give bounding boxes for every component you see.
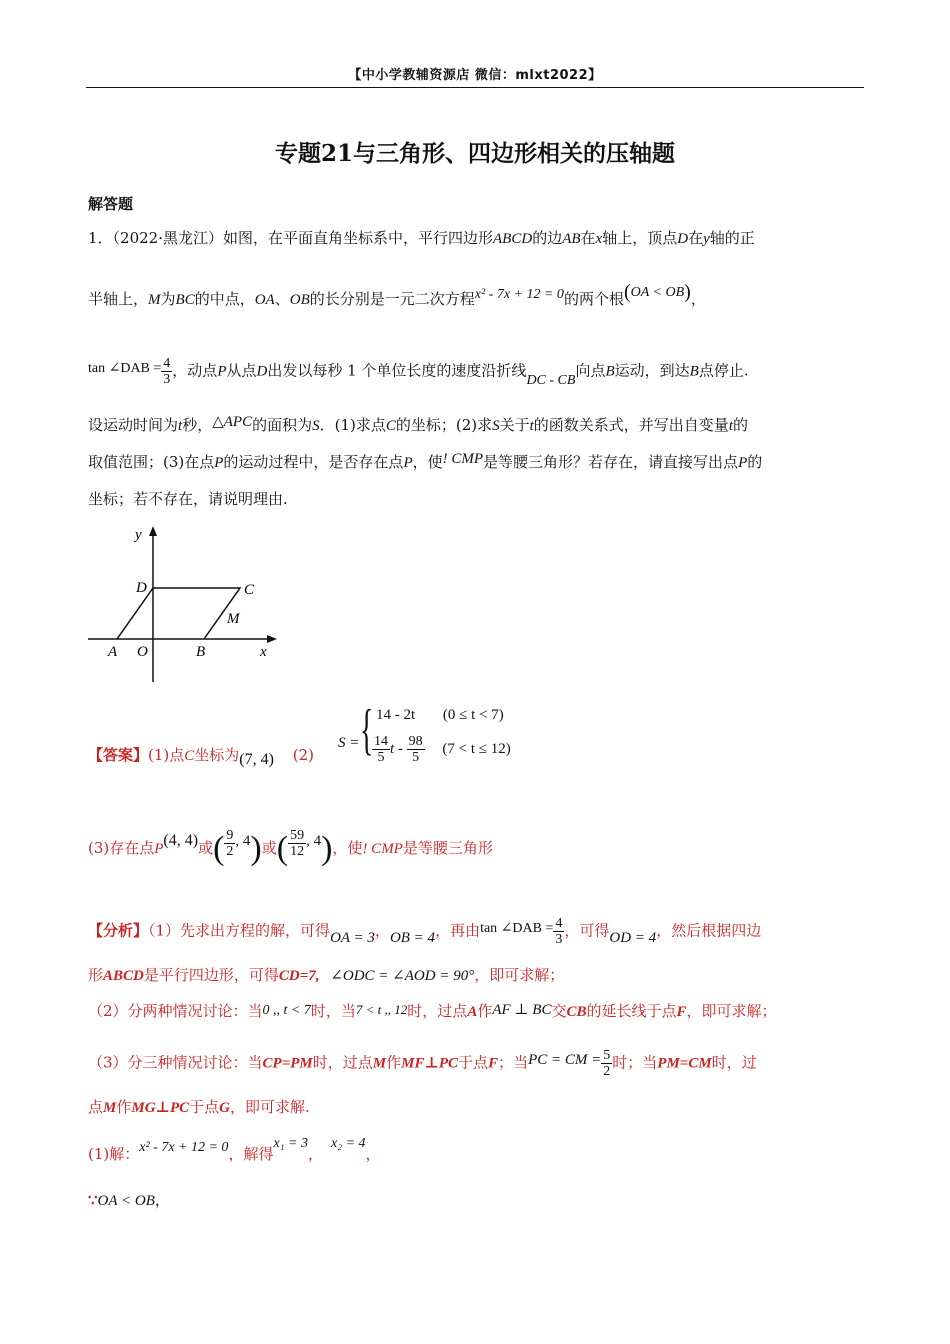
- math-p: P: [217, 363, 227, 380]
- text: （1）先求出方程的解，可得: [148, 921, 331, 940]
- text: 设运动时间为: [88, 416, 179, 434]
- math-root-1: x₁ = 3: [273, 1136, 308, 1151]
- text: 取值范围；(3)在点: [88, 453, 215, 471]
- fraction-denominator: 3: [163, 372, 171, 387]
- text: ，可得: [564, 921, 610, 940]
- analysis-line-4: [88, 1048, 757, 1079]
- fraction-numerator: 4: [555, 916, 563, 931]
- math-m: M: [148, 292, 161, 308]
- label-o: O: [137, 644, 148, 660]
- problem-line-3: [88, 356, 749, 387]
- math-y-value: , 4: [235, 833, 251, 849]
- text: ，: [307, 1145, 323, 1163]
- text: 于点: [189, 1098, 220, 1116]
- text: 或: [261, 839, 277, 857]
- piecewise-case-2: [372, 734, 511, 765]
- math-y-value: , 4: [306, 833, 322, 849]
- label-x: x: [260, 644, 267, 660]
- math-ob: OB: [289, 292, 310, 308]
- math-inequality: OA < OB: [97, 1193, 155, 1209]
- text: 时，过: [711, 1053, 757, 1072]
- y-axis-arrow: [149, 526, 157, 536]
- text: 的边: [532, 229, 563, 247]
- text: 的坐标；(2)求: [395, 416, 493, 434]
- text: 时，过点: [407, 1002, 468, 1020]
- math-quadratic: x² - 7x + 12 = 0: [474, 287, 564, 302]
- text: 是等腰三角形？若存在，请直接写出点: [483, 453, 739, 471]
- text: 点: [88, 1098, 104, 1116]
- math-abcd: ABCD: [493, 231, 533, 247]
- text: 时，过点: [312, 1053, 373, 1072]
- math-quadratic: x² - 7x + 12 = 0: [139, 1140, 229, 1155]
- math-ab: AB: [562, 231, 581, 247]
- text: 作: [477, 1002, 493, 1020]
- paren: (: [623, 281, 631, 303]
- text: ，使: [332, 839, 363, 857]
- math-point-1: (4, 4): [163, 832, 199, 849]
- math-ob: OB = 4: [389, 929, 436, 946]
- piecewise-label: [338, 732, 359, 752]
- math-pc-cm: PC = CM =: [528, 1051, 602, 1068]
- math-a: A: [467, 1004, 478, 1020]
- text: ，即可求解.: [229, 1098, 310, 1116]
- fraction-denominator: 12: [290, 843, 305, 859]
- solution-line-2: [88, 1190, 170, 1211]
- text: 秒，: [182, 416, 213, 434]
- math-root-2: x₂ = 4: [331, 1136, 366, 1151]
- text: 于点: [458, 1053, 489, 1072]
- text: ．(1)求点: [319, 416, 386, 434]
- fraction: [553, 916, 564, 947]
- math-bc: BC: [175, 292, 195, 308]
- text: （2）分两种情况讨论：当: [88, 1002, 263, 1020]
- fraction: [288, 828, 306, 859]
- text: 如图，在平面直角坐标系中，平行四边形: [223, 229, 494, 247]
- math-p: P: [403, 455, 413, 471]
- section-label: 解答题: [88, 195, 134, 213]
- text: 的延长线于点: [586, 1002, 677, 1020]
- fraction-denominator: 2: [603, 1064, 611, 1079]
- text: (1)点: [148, 746, 185, 764]
- math-case-2-mid: t -: [390, 741, 403, 757]
- problem-line-4: [88, 415, 748, 436]
- math-point-3: [276, 827, 333, 867]
- math-tan: tan ∠DAB =: [480, 920, 554, 936]
- answer-tag: 【答案】: [88, 746, 149, 764]
- fraction-numerator: 5: [603, 1048, 611, 1063]
- math-oa: OA = 3: [330, 929, 375, 946]
- paren: ): [250, 830, 262, 867]
- math-cb: CB: [566, 1004, 587, 1020]
- text: ；当: [498, 1053, 529, 1072]
- text: 出发以每秒 1 个单位长度的速度沿折线: [267, 361, 527, 380]
- text: 点停止.: [698, 361, 749, 380]
- header-rule: [86, 87, 864, 88]
- answer-line-1: [88, 745, 314, 766]
- math-t: t: [728, 418, 733, 434]
- fraction-denominator: 3: [555, 932, 563, 947]
- text: 轴上，顶点: [602, 229, 678, 247]
- text: （3）分三种情况讨论：当: [88, 1053, 263, 1072]
- text: ，动点: [172, 361, 218, 380]
- text: 、: [274, 290, 290, 308]
- text: 形: [88, 966, 104, 984]
- coordinate-figure: [80, 520, 290, 690]
- math-b: B: [605, 363, 615, 380]
- text: ，即可求解；: [474, 966, 565, 984]
- piecewise-brace: {: [360, 699, 374, 761]
- text: 的: [732, 416, 748, 434]
- math-g: G: [219, 1100, 230, 1116]
- paren: ): [684, 281, 691, 303]
- math-oa: OA: [254, 292, 275, 308]
- text: 半轴上，: [88, 290, 149, 308]
- math-point-c: (7, 4): [239, 751, 274, 768]
- math-x: x: [595, 231, 603, 247]
- text: ，再由: [435, 921, 481, 940]
- math-m: M: [103, 1100, 117, 1116]
- fraction-denominator: 5: [377, 750, 385, 765]
- text: 从点: [226, 361, 257, 380]
- text: 是平行四边形，可得: [143, 966, 279, 984]
- math-od: OD = 4: [609, 929, 657, 946]
- math-d: D: [256, 363, 268, 380]
- text: 时，当: [310, 1002, 356, 1020]
- text: 是等腰三角形: [402, 839, 493, 857]
- math-c: C: [184, 748, 195, 764]
- text: ，: [365, 1145, 381, 1163]
- math-s: S: [492, 418, 500, 434]
- fraction-numerator: 14: [374, 734, 388, 749]
- text: 向点: [575, 361, 606, 380]
- fraction-denominator: 5: [412, 750, 420, 765]
- label-a: A: [108, 644, 118, 660]
- math-point-2: [213, 827, 262, 867]
- math-cp-pm: CP=PM: [262, 1055, 313, 1072]
- math-c: C: [385, 418, 396, 434]
- text: 的运动过程中，是否存在点: [223, 453, 404, 471]
- text: 轴的正: [709, 229, 755, 247]
- fraction-denominator: 2: [226, 843, 234, 859]
- math-d: D: [677, 231, 689, 247]
- analysis-tag: 【分析】: [88, 921, 149, 940]
- problem-source: （2022·黑龙江）: [112, 229, 223, 247]
- math-range-2: 7 < t ,, 12: [355, 1002, 408, 1017]
- math-angle: ∠ODC = ∠AOD = 90°: [330, 968, 475, 984]
- label-d: D: [136, 580, 147, 596]
- math-f: F: [676, 1004, 687, 1020]
- text: (1)解：: [88, 1145, 140, 1163]
- paren: (: [213, 830, 225, 867]
- math-pm-cm: PM=CM: [657, 1055, 712, 1072]
- text: ，即可求解；: [686, 1002, 777, 1020]
- problem-number: 1．: [88, 229, 113, 247]
- math-condition: OA < OB: [630, 285, 685, 300]
- fraction-numerator: 98: [408, 734, 423, 749]
- text: 坐标为: [194, 746, 240, 764]
- text: 的中点，: [194, 290, 255, 308]
- math-t: t: [178, 418, 183, 434]
- label-b: B: [196, 644, 206, 660]
- text: 时；当: [612, 1053, 658, 1072]
- text: 在: [580, 229, 596, 247]
- math-p: P: [154, 841, 164, 857]
- fraction: [601, 1048, 612, 1079]
- fraction-numerator: 9: [226, 827, 234, 843]
- fraction: [224, 828, 235, 859]
- text: ，: [154, 1191, 170, 1209]
- because-symbol: ∵: [88, 1191, 98, 1209]
- text: ，解得: [228, 1145, 274, 1163]
- math-triangle-apc: △APC: [212, 414, 253, 430]
- text: ，然后根据四边: [656, 921, 762, 940]
- math-triangle-cmp: ! CMP: [442, 451, 484, 467]
- math-tan: tan ∠DAB =: [88, 360, 162, 376]
- analysis-line-5: [88, 1097, 310, 1118]
- math-t: t: [529, 418, 534, 434]
- fraction: [372, 734, 390, 765]
- text: 交: [551, 1002, 567, 1020]
- problem-line-5: [88, 452, 762, 473]
- text: 运动，到达: [614, 361, 690, 380]
- fraction: [161, 356, 172, 387]
- label-y: y: [135, 527, 142, 543]
- text: 的面积为: [252, 416, 313, 434]
- fraction-numerator: 59: [290, 827, 305, 843]
- math-perp: AF ⊥ BC: [492, 1002, 552, 1018]
- text: 在: [688, 229, 704, 247]
- text: ，: [374, 921, 390, 940]
- text: 作: [116, 1098, 132, 1116]
- label-m: M: [227, 611, 240, 627]
- fraction: [407, 734, 425, 765]
- math-case-1-range: (0 ≤ t < 7): [442, 707, 504, 723]
- analysis-line-2: [88, 965, 564, 986]
- fraction-numerator: 4: [163, 356, 171, 371]
- analysis-line-1: [88, 916, 761, 947]
- piecewise-case-1: [376, 707, 504, 724]
- x-axis-arrow: [267, 635, 277, 643]
- math-path: DC - CB: [526, 372, 576, 388]
- answer-line-3: [88, 818, 493, 878]
- paren: (: [276, 830, 289, 867]
- text: 的: [747, 453, 763, 471]
- math-p: P: [214, 455, 224, 471]
- text: (2): [292, 746, 314, 764]
- math-f: F: [488, 1055, 499, 1072]
- text: 作: [386, 1053, 402, 1072]
- math-case-2-range: (7 < t ≤ 12): [442, 741, 511, 757]
- math-case-1-expr: 14 - 2t: [376, 707, 416, 723]
- text: ，使: [412, 453, 443, 471]
- math-triangle-cmp: ! CMP: [362, 841, 403, 857]
- math-mf-perp: MF⊥PC: [401, 1055, 459, 1072]
- text: 或: [198, 839, 214, 857]
- math-abcd: ABCD: [103, 968, 144, 984]
- paren: ): [321, 830, 333, 867]
- math-mg-perp: MG⊥PC: [131, 1100, 190, 1116]
- analysis-line-3: [88, 1001, 777, 1023]
- math-p: P: [738, 455, 748, 471]
- text: ，: [690, 290, 706, 308]
- math-m: M: [372, 1055, 387, 1072]
- text: 的函数关系式，并写出自变量: [533, 416, 729, 434]
- text: 的两个根: [563, 290, 624, 308]
- page-title: 专题21与三角形、四边形相关的压轴题: [274, 140, 675, 167]
- text: (3)存在点: [88, 839, 155, 857]
- solution-line-1: [88, 1136, 381, 1166]
- text: 为: [160, 290, 176, 308]
- math-range-1: 0 ,, t < 7: [262, 1003, 311, 1018]
- math-s: S: [312, 418, 320, 434]
- problem-line-6: 坐标；若不存在，请说明理由.: [88, 490, 288, 508]
- text: 关于: [499, 416, 530, 434]
- page-header: 【中小学教辅资源店 微信：mlxt2022】: [348, 68, 602, 83]
- label-c: C: [244, 582, 255, 598]
- math-y: y: [703, 231, 710, 247]
- problem-line-2: [88, 281, 706, 311]
- problem-line-1: [88, 228, 755, 249]
- math-cd: CD=7,: [278, 968, 320, 984]
- math-s-equals: S =: [338, 735, 360, 751]
- text: 的长分别是一元二次方程: [309, 290, 475, 308]
- math-b: B: [689, 363, 699, 380]
